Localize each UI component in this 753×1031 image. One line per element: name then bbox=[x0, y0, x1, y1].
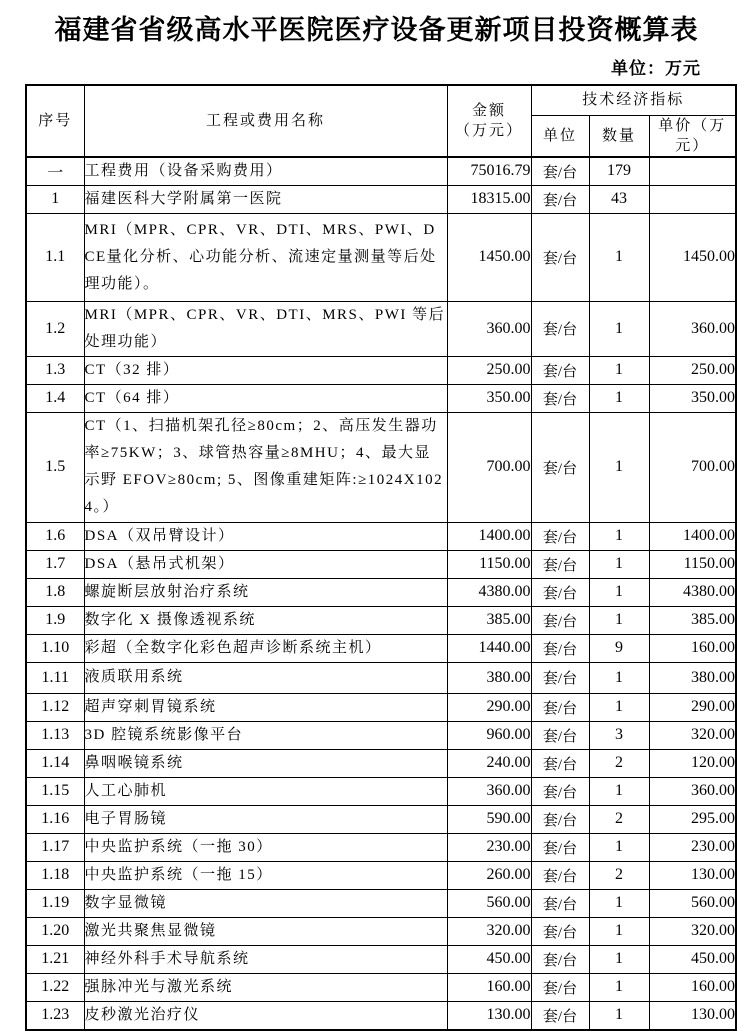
table-row bbox=[26, 721, 736, 749]
cell-qty: 1 bbox=[589, 578, 649, 606]
cell-seq: 1.3 bbox=[26, 356, 84, 384]
cell-name: 强脉冲光与激光系统 bbox=[84, 973, 447, 1001]
header-unit-price: 单价（万元） bbox=[649, 115, 736, 157]
cell-seq: 1.16 bbox=[26, 805, 84, 833]
cell-unit: 套/台 bbox=[531, 578, 589, 606]
table-row bbox=[26, 945, 736, 973]
cell-unit: 套/台 bbox=[531, 833, 589, 861]
cell-qty: 1 bbox=[589, 777, 649, 805]
cell-seq: 1.5 bbox=[26, 412, 84, 522]
table-body bbox=[26, 157, 736, 1030]
cell-seq: 1.17 bbox=[26, 833, 84, 861]
table-row bbox=[26, 522, 736, 550]
table-row bbox=[26, 917, 736, 945]
cell-qty: 1 bbox=[589, 889, 649, 917]
cell-unit: 套/台 bbox=[531, 522, 589, 550]
cell-amount: 320.00 bbox=[447, 917, 531, 945]
cell-seq: 1.20 bbox=[26, 917, 84, 945]
cell-name: 鼻咽喉镜系统 bbox=[84, 749, 447, 777]
cell-unit: 套/台 bbox=[531, 606, 589, 634]
header-qty: 数量 bbox=[589, 115, 649, 157]
cell-unit-price: 290.00 bbox=[649, 693, 736, 721]
table-row bbox=[26, 356, 736, 384]
cell-seq: 1.8 bbox=[26, 578, 84, 606]
cell-unit: 套/台 bbox=[531, 749, 589, 777]
cell-unit-price: 380.00 bbox=[649, 662, 736, 693]
header-tech-indicators: 技术经济指标 bbox=[531, 85, 736, 115]
cell-qty: 1 bbox=[589, 606, 649, 634]
cell-amount: 380.00 bbox=[447, 662, 531, 693]
cell-seq: 1.1 bbox=[26, 213, 84, 301]
cell-unit-price: 700.00 bbox=[649, 412, 736, 522]
cell-amount: 250.00 bbox=[447, 356, 531, 384]
cell-qty: 1 bbox=[589, 945, 649, 973]
cell-unit: 套/台 bbox=[531, 662, 589, 693]
table-row bbox=[26, 213, 736, 301]
cell-amount: 130.00 bbox=[447, 1001, 531, 1030]
header-unit: 单位 bbox=[531, 115, 589, 157]
cell-name: MRI（MPR、CPR、VR、DTI、MRS、PWI 等后处理功能） bbox=[84, 301, 447, 356]
header-seq: 序号 bbox=[26, 85, 84, 157]
cell-amount: 230.00 bbox=[447, 833, 531, 861]
cell-name: 神经外科手术导航系统 bbox=[84, 945, 447, 973]
cell-unit: 套/台 bbox=[531, 185, 589, 213]
unit-note: 单位：万元 bbox=[611, 59, 701, 78]
cell-amount: 18315.00 bbox=[447, 185, 531, 213]
cell-name: MRI（MPR、CPR、VR、DTI、MRS、PWI、DCE量化分析、心功能分析、流速定量测量等后处理功能）。 bbox=[84, 213, 447, 301]
cell-unit-price: 320.00 bbox=[649, 721, 736, 749]
cell-name: DSA（双吊臂设计） bbox=[84, 522, 447, 550]
cell-unit: 套/台 bbox=[531, 550, 589, 578]
cell-seq: 1.22 bbox=[26, 973, 84, 1001]
cell-name: 超声穿刺胃镜系统 bbox=[84, 693, 447, 721]
cell-qty: 1 bbox=[589, 522, 649, 550]
cell-name: 3D 腔镜系统影像平台 bbox=[84, 721, 447, 749]
cell-unit: 套/台 bbox=[531, 157, 589, 186]
cell-name: 数字化 X 摄像透视系统 bbox=[84, 606, 447, 634]
table-row bbox=[26, 833, 736, 861]
cell-unit-price: 360.00 bbox=[649, 777, 736, 805]
cell-unit: 套/台 bbox=[531, 777, 589, 805]
cell-qty: 1 bbox=[589, 384, 649, 412]
header-amount bbox=[447, 85, 531, 157]
cell-unit: 套/台 bbox=[531, 945, 589, 973]
cell-unit: 套/台 bbox=[531, 889, 589, 917]
cell-amount: 1450.00 bbox=[447, 213, 531, 301]
cell-qty: 179 bbox=[589, 157, 649, 186]
cell-seq: 1.21 bbox=[26, 945, 84, 973]
cell-amount: 260.00 bbox=[447, 861, 531, 889]
cell-name: 皮秒激光治疗仪 bbox=[84, 1001, 447, 1030]
cell-name: 螺旋断层放射治疗系统 bbox=[84, 578, 447, 606]
cell-seq: 1.14 bbox=[26, 749, 84, 777]
cell-seq: 1.15 bbox=[26, 777, 84, 805]
table-row bbox=[26, 805, 736, 833]
header-amount-line2: （万元） bbox=[454, 122, 523, 139]
cell-amount: 385.00 bbox=[447, 606, 531, 634]
cell-qty: 1 bbox=[589, 833, 649, 861]
cell-amount: 360.00 bbox=[447, 301, 531, 356]
cell-unit: 套/台 bbox=[531, 693, 589, 721]
cell-unit-price: 130.00 bbox=[649, 861, 736, 889]
cell-amount: 290.00 bbox=[447, 693, 531, 721]
cell-seq: 1.18 bbox=[26, 861, 84, 889]
cell-unit: 套/台 bbox=[531, 634, 589, 662]
cell-qty: 2 bbox=[589, 861, 649, 889]
cell-unit-price: 450.00 bbox=[649, 945, 736, 973]
cell-amount: 1150.00 bbox=[447, 550, 531, 578]
table-row bbox=[26, 749, 736, 777]
cell-name: 彩超（全数字化彩色超声诊断系统主机） bbox=[84, 634, 447, 662]
cell-amount: 240.00 bbox=[447, 749, 531, 777]
table-row bbox=[26, 185, 736, 213]
cell-unit: 套/台 bbox=[531, 973, 589, 1001]
cell-name: 中央监护系统（一拖 30） bbox=[84, 833, 447, 861]
cell-name: 工程费用（设备采购费用） bbox=[84, 157, 447, 186]
cell-seq: 1.12 bbox=[26, 693, 84, 721]
table-row bbox=[26, 889, 736, 917]
cell-name: CT（64 排） bbox=[84, 384, 447, 412]
cell-unit-price: 1150.00 bbox=[649, 550, 736, 578]
cell-unit: 套/台 bbox=[531, 213, 589, 301]
cell-name: 电子胃肠镜 bbox=[84, 805, 447, 833]
cell-unit: 套/台 bbox=[531, 356, 589, 384]
cell-amount: 1400.00 bbox=[447, 522, 531, 550]
cell-seq: 1.9 bbox=[26, 606, 84, 634]
cell-amount: 590.00 bbox=[447, 805, 531, 833]
table-row bbox=[26, 578, 736, 606]
cell-seq: 1 bbox=[26, 185, 84, 213]
table-row bbox=[26, 693, 736, 721]
cell-amount: 700.00 bbox=[447, 412, 531, 522]
cell-name: 人工心肺机 bbox=[84, 777, 447, 805]
cell-unit-price: 230.00 bbox=[649, 833, 736, 861]
cell-unit-price: 1450.00 bbox=[649, 213, 736, 301]
table-row bbox=[26, 634, 736, 662]
cell-unit-price: 320.00 bbox=[649, 917, 736, 945]
cell-amount: 75016.79 bbox=[447, 157, 531, 186]
cell-name: 液质联用系统 bbox=[84, 662, 447, 693]
cell-name: 数字显微镜 bbox=[84, 889, 447, 917]
cell-amount: 350.00 bbox=[447, 384, 531, 412]
cell-qty: 43 bbox=[589, 185, 649, 213]
cell-qty: 1 bbox=[589, 1001, 649, 1030]
cell-unit-price: 120.00 bbox=[649, 749, 736, 777]
table-row bbox=[26, 1001, 736, 1030]
cell-unit-price: 350.00 bbox=[649, 384, 736, 412]
cell-qty: 1 bbox=[589, 973, 649, 1001]
cell-qty: 1 bbox=[589, 550, 649, 578]
cell-name: 中央监护系统（一拖 15） bbox=[84, 861, 447, 889]
cell-qty: 1 bbox=[589, 693, 649, 721]
cell-name: 激光共聚焦显微镜 bbox=[84, 917, 447, 945]
cell-unit: 套/台 bbox=[531, 301, 589, 356]
cell-name: CT（32 排） bbox=[84, 356, 447, 384]
header-amount-line1: 金额 bbox=[471, 102, 506, 119]
cell-qty: 1 bbox=[589, 356, 649, 384]
cell-qty: 1 bbox=[589, 917, 649, 945]
table-row bbox=[26, 301, 736, 356]
cell-seq: 一 bbox=[26, 157, 84, 186]
cell-amount: 160.00 bbox=[447, 973, 531, 1001]
cell-name: CT（1、扫描机架孔径≥80cm；2、高压发生器功率≥75KW；3、球管热容量≥8MHU；4、最大显示野 EFOV≥80cm; 5、图像重建矩阵:≥1024X1024。） bbox=[84, 412, 447, 522]
table-row bbox=[26, 973, 736, 1001]
cell-seq: 1.4 bbox=[26, 384, 84, 412]
cell-unit-price: 160.00 bbox=[649, 634, 736, 662]
header-row-1 bbox=[26, 85, 736, 115]
cell-unit-price: 1400.00 bbox=[649, 522, 736, 550]
cell-name: DSA（悬吊式机架） bbox=[84, 550, 447, 578]
cell-unit: 套/台 bbox=[531, 917, 589, 945]
cell-unit: 套/台 bbox=[531, 412, 589, 522]
cell-unit-price: 360.00 bbox=[649, 301, 736, 356]
cell-seq: 1.2 bbox=[26, 301, 84, 356]
cell-unit-price: 295.00 bbox=[649, 805, 736, 833]
cell-qty: 1 bbox=[589, 301, 649, 356]
cell-unit: 套/台 bbox=[531, 1001, 589, 1030]
cell-qty: 2 bbox=[589, 805, 649, 833]
cell-unit-price: 250.00 bbox=[649, 356, 736, 384]
cell-amount: 4380.00 bbox=[447, 578, 531, 606]
cell-amount: 560.00 bbox=[447, 889, 531, 917]
cell-amount: 1440.00 bbox=[447, 634, 531, 662]
cell-qty: 2 bbox=[589, 749, 649, 777]
cell-unit-price: 160.00 bbox=[649, 973, 736, 1001]
cell-seq: 1.6 bbox=[26, 522, 84, 550]
table-row bbox=[26, 777, 736, 805]
cell-qty: 1 bbox=[589, 662, 649, 693]
cell-amount: 960.00 bbox=[447, 721, 531, 749]
cell-qty: 3 bbox=[589, 721, 649, 749]
cell-seq: 1.23 bbox=[26, 1001, 84, 1030]
cell-seq: 1.11 bbox=[26, 662, 84, 693]
cell-unit-price: 4380.00 bbox=[649, 578, 736, 606]
cell-qty: 1 bbox=[589, 213, 649, 301]
cell-seq: 1.10 bbox=[26, 634, 84, 662]
cell-unit-price: 385.00 bbox=[649, 606, 736, 634]
cell-unit: 套/台 bbox=[531, 721, 589, 749]
cell-seq: 1.7 bbox=[26, 550, 84, 578]
cell-amount: 450.00 bbox=[447, 945, 531, 973]
table-row bbox=[26, 550, 736, 578]
cell-name: 福建医科大学附属第一医院 bbox=[84, 185, 447, 213]
cell-qty: 1 bbox=[589, 412, 649, 522]
cell-qty: 9 bbox=[589, 634, 649, 662]
cell-unit-price bbox=[649, 185, 736, 213]
table-row bbox=[26, 606, 736, 634]
cell-amount: 360.00 bbox=[447, 777, 531, 805]
cell-unit: 套/台 bbox=[531, 861, 589, 889]
table-row bbox=[26, 157, 736, 186]
table-header bbox=[26, 85, 736, 157]
table-row bbox=[26, 412, 736, 522]
cell-unit-price: 560.00 bbox=[649, 889, 736, 917]
cell-unit-price bbox=[649, 157, 736, 186]
cell-unit: 套/台 bbox=[531, 384, 589, 412]
header-name: 工程或费用名称 bbox=[84, 85, 447, 157]
estimate-table bbox=[25, 84, 737, 1031]
table-row bbox=[26, 861, 736, 889]
cell-unit-price: 130.00 bbox=[649, 1001, 736, 1030]
cell-unit: 套/台 bbox=[531, 805, 589, 833]
cell-seq: 1.19 bbox=[26, 889, 84, 917]
table-row bbox=[26, 662, 736, 693]
cell-seq: 1.13 bbox=[26, 721, 84, 749]
document-title: 福建省省级高水平医院医疗设备更新项目投资概算表 bbox=[54, 15, 699, 45]
table-row bbox=[26, 384, 736, 412]
